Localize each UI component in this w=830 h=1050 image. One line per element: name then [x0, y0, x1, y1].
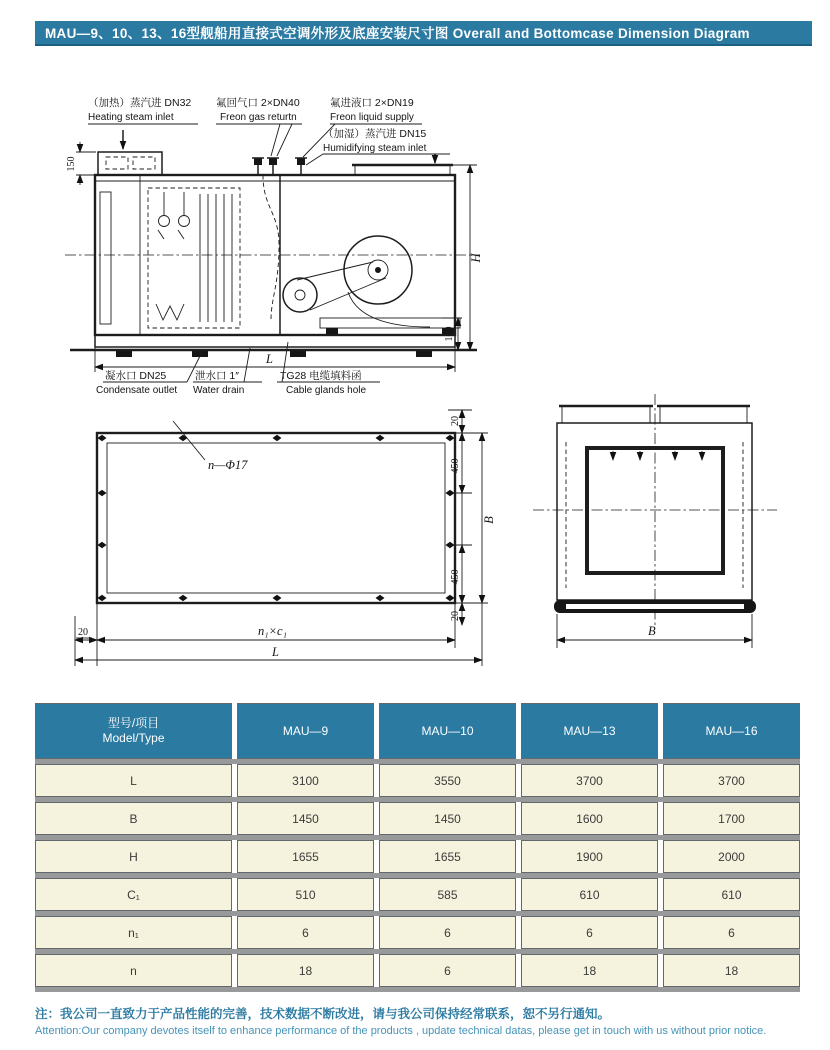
- value-cell: 1900: [521, 840, 658, 873]
- value-cell: 1450: [379, 802, 516, 835]
- value-cell: 6: [237, 916, 374, 949]
- svg-text:泄水口 1″: 泄水口 1″: [195, 370, 239, 382]
- svg-text:氟进液口 2×DN19: 氟进液口 2×DN19: [330, 97, 414, 109]
- plan-view-drawing: [75, 410, 496, 666]
- footer-note-en: Attention:Our company devotes itself to enhance performance of the products , update technical datas, please get in touch with us without prior notice.: [35, 1025, 767, 1037]
- callout-freon-gas-return: [216, 96, 302, 156]
- svg-text:Freon gas returtn: Freon gas returtn: [220, 112, 297, 123]
- table-row: [35, 764, 800, 802]
- dim-20-left: 20: [78, 627, 88, 638]
- dim-L-side: L: [266, 352, 273, 366]
- value-cell: 3700: [663, 764, 800, 797]
- value-cell: 18: [521, 954, 658, 987]
- svg-text:氟回气口 2×DN40: 氟回气口 2×DN40: [216, 97, 300, 109]
- value-cell: 18: [663, 954, 800, 987]
- row-label: H: [35, 840, 232, 873]
- value-cell: 1600: [521, 802, 658, 835]
- svg-text:凝水口 DN25: 凝水口 DN25: [105, 370, 167, 382]
- table-row: [35, 802, 800, 840]
- value-cell: 610: [663, 878, 800, 911]
- dim-150: 150: [66, 156, 77, 172]
- end-view-drawing: [533, 394, 777, 648]
- value-cell: 6: [379, 954, 516, 987]
- spec-table: [35, 703, 800, 992]
- table-row: [35, 954, 800, 992]
- value-cell: 6: [521, 916, 658, 949]
- page-title: MAU—9、10、13、16型舰船用直接式空调外形及底座安装尺寸图 Overall and Bottomcase Dimension Diagram: [35, 21, 812, 46]
- footer-note: [35, 1004, 805, 1037]
- value-cell: 6: [379, 916, 516, 949]
- value-cell: 6: [663, 916, 800, 949]
- header-mau-16: MAU—16: [663, 703, 800, 759]
- row-label: n₁: [35, 916, 232, 949]
- svg-text:（加热）蒸汽进 DN32: （加热）蒸汽进 DN32: [88, 97, 192, 109]
- callout-humidifying-steam-inlet: [306, 127, 450, 165]
- dim-B-end: B: [648, 624, 656, 638]
- table-header-row: [35, 703, 800, 764]
- value-cell: 585: [379, 878, 516, 911]
- dim-100: 100: [444, 326, 455, 342]
- row-label: L: [35, 764, 232, 797]
- dim-bolt-pitch: n₁×c₁: [258, 624, 287, 638]
- header-mau-10: MAU—10: [379, 703, 516, 759]
- dim-bolt-hole: n—Φ17: [208, 458, 248, 472]
- dimension-diagram: [30, 80, 815, 685]
- value-cell: 3100: [237, 764, 374, 797]
- dim-L-plan: L: [272, 645, 279, 659]
- dim-20-top: 20: [450, 416, 461, 426]
- dim-20-bottom: 20: [450, 611, 461, 621]
- table-row: [35, 840, 800, 878]
- value-cell: 510: [237, 878, 374, 911]
- svg-text:TG28 电缆填料函: TG28 电缆填料函: [280, 370, 362, 382]
- svg-text:（加湿）蒸汽进 DN15: （加湿）蒸汽进 DN15: [323, 128, 427, 140]
- pipe-fittings: [252, 158, 307, 175]
- callout-condensate-outlet: [96, 352, 202, 396]
- value-cell: 610: [521, 878, 658, 911]
- svg-text:Freon liquid supply: Freon liquid supply: [330, 112, 414, 123]
- value-cell: 3550: [379, 764, 516, 797]
- svg-text:Water drain: Water drain: [193, 385, 245, 396]
- value-cell: 1655: [237, 840, 374, 873]
- value-cell: 3700: [521, 764, 658, 797]
- header-mau-13: MAU—13: [521, 703, 658, 759]
- callout-heating-steam-inlet: [88, 96, 198, 124]
- row-label: n: [35, 954, 232, 987]
- table-row: [35, 878, 800, 916]
- header-model-type: 型号/项目 Model/Type: [35, 703, 232, 759]
- value-cell: 2000: [663, 840, 800, 873]
- dim-H: H: [469, 253, 483, 263]
- value-cell: 1655: [379, 840, 516, 873]
- row-label: B: [35, 802, 232, 835]
- side-view-drawing: [65, 96, 483, 396]
- value-cell: 18: [237, 954, 374, 987]
- svg-text:Cable glands hole: Cable glands hole: [286, 385, 367, 396]
- dim-450-lower: 450: [450, 569, 461, 585]
- footer-note-cn: 注：我公司一直致力于产品性能的完善，技术数据不断改进，请与我公司保持经常联系，恕不另行通知。: [35, 1007, 611, 1021]
- svg-text:Humidifying steam inlet: Humidifying steam inlet: [323, 143, 427, 154]
- svg-text:Condensate outlet: Condensate outlet: [96, 385, 178, 396]
- value-cell: 1450: [237, 802, 374, 835]
- svg-text:Heating steam inlet: Heating steam inlet: [88, 112, 174, 123]
- value-cell: 1700: [663, 802, 800, 835]
- header-mau-9: MAU—9: [237, 703, 374, 759]
- dim-B-plan: B: [482, 516, 496, 524]
- row-label: C₁: [35, 878, 232, 911]
- table-row: [35, 916, 800, 954]
- dim-450-upper: 450: [450, 458, 461, 474]
